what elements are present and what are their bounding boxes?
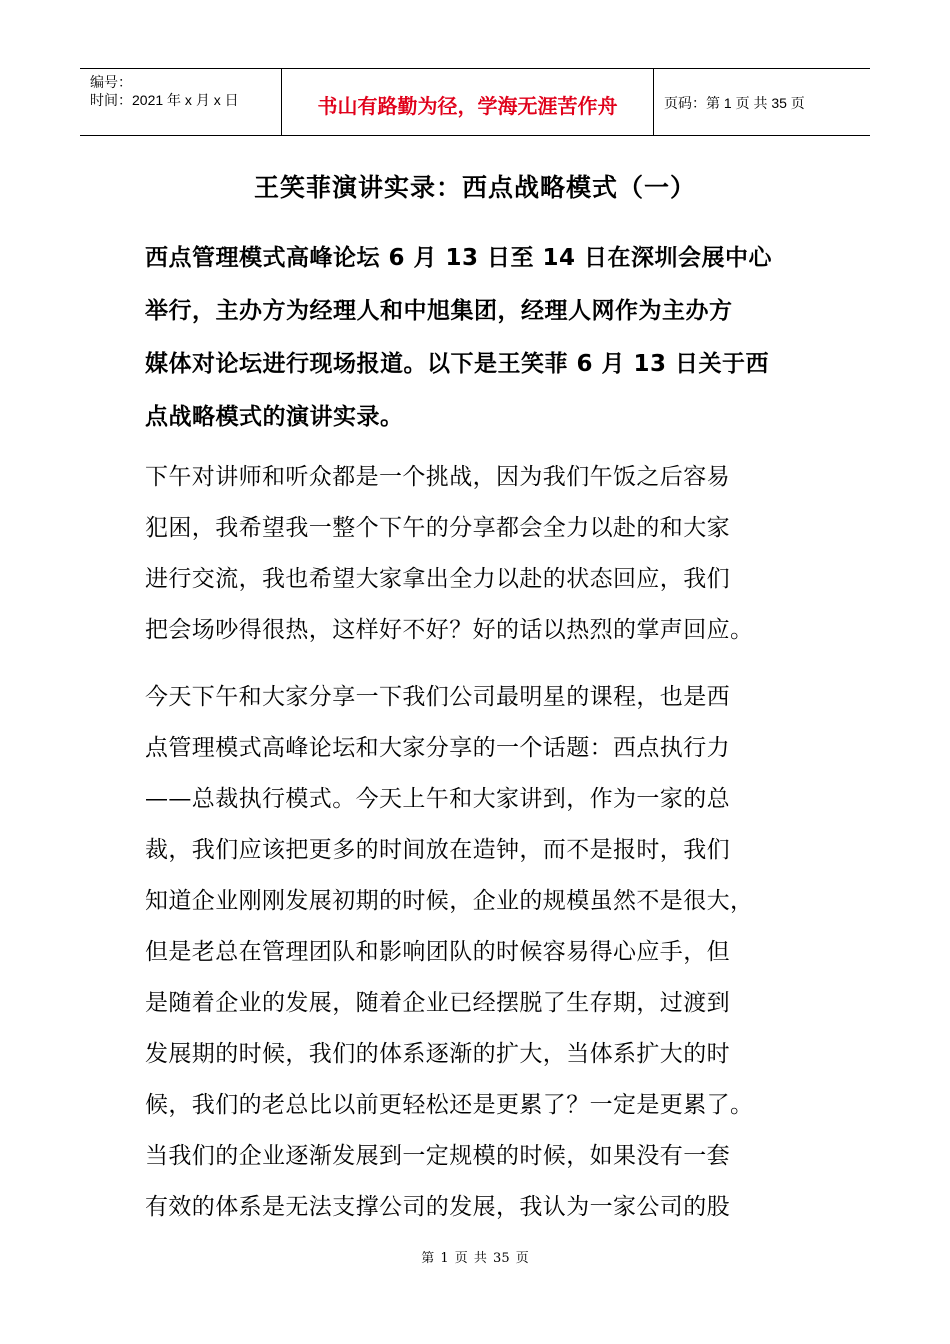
serial-label: 编号：: [90, 74, 132, 90]
date-label: 时间：2021 年 x 月 x 日: [90, 92, 239, 108]
header-motto: 书山有路勤为径，学海无涯苦作舟: [282, 69, 654, 135]
text-line: 知道企业刚刚发展初期的时候，企业的规模虽然不是很大，: [145, 888, 754, 914]
text-line: 候，我们的老总比以前更轻松还是更累了？一定是更累了。: [145, 1092, 754, 1118]
text-line: 但是老总在管理团队和影响团队的时候容易得心应手，但: [145, 939, 730, 965]
text-line: ——总裁执行模式。今天上午和大家讲到，作为一家的总: [145, 786, 730, 812]
document-title: 王笑菲演讲实录：西点战略模式（一）: [253, 173, 696, 202]
text-line: 犯困，我希望我一整个下午的分享都会全力以赴的和大家: [145, 515, 730, 541]
text-line: 进行交流，我也希望大家拿出全力以赴的状态回应，我们: [145, 566, 730, 592]
text-line: 把会场吵得很热，这样好不好？好的话以热烈的掌声回应。: [145, 617, 754, 643]
header-table: [80, 68, 870, 136]
body-paragraph-2: [145, 672, 805, 1233]
text-line: 裁，我们应该把更多的时间放在造钟，而不是报时，我们: [145, 837, 730, 863]
text-line: 点战略模式的演讲实录。: [145, 404, 404, 430]
text-line: 下午对讲师和听众都是一个挑战，因为我们午饭之后容易: [145, 464, 730, 490]
header-page-info: 页码：第 1 页 共 35 页: [664, 95, 805, 111]
body-paragraph-1: [145, 452, 805, 656]
intro-paragraph: [145, 232, 805, 444]
text-line: 今天下午和大家分享一下我们公司最明星的课程，也是西: [145, 684, 730, 710]
text-line: 西点管理模式高峰论坛 6 月 13 日至 14 日在深圳会展中心: [145, 245, 773, 271]
text-line: 举行，主办方为经理人和中旭集团，经理人网作为主办方: [145, 298, 733, 324]
text-line: 点管理模式高峰论坛和大家分享的一个话题：西点执行力: [145, 735, 730, 761]
text-line: 当我们的企业逐渐发展到一定规模的时候，如果没有一套: [145, 1143, 730, 1169]
text-line: 发展期的时候，我们的体系逐渐的扩大，当体系扩大的时: [145, 1041, 730, 1067]
text-line: 媒体对论坛进行现场报道。以下是王笑菲 6 月 13 日关于西: [145, 351, 770, 377]
header-meta-cell: [80, 69, 282, 135]
text-line: 有效的体系是无法支撑公司的发展，我认为一家公司的股: [145, 1194, 730, 1220]
page-footer: 第 1 页 共 35 页: [421, 1251, 529, 1266]
text-line: 是随着企业的发展，随着企业已经摆脱了生存期，过渡到: [145, 990, 730, 1016]
